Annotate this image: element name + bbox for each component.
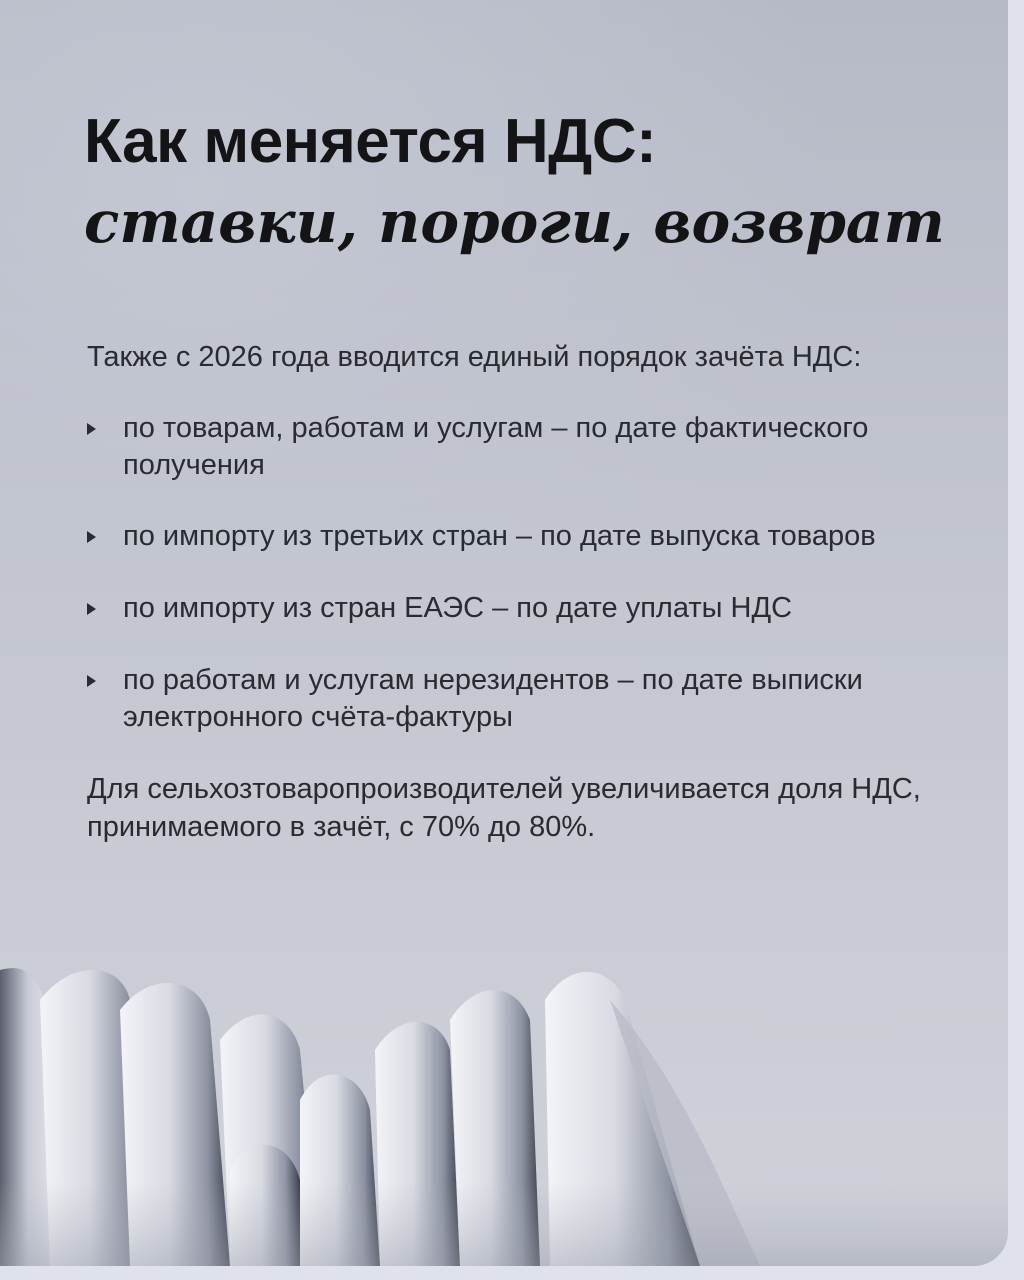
bullet-triangle-icon [87,423,96,435]
list-item-text: по работам и услугам нерезидентов – по дате выписки электронного счёта-фактуры [123,664,863,733]
title-main: Как меняется НДС: [84,107,657,176]
list-item-text: по импорту из третьих стран – по дате выпуска товаров [123,520,876,552]
title-subtitle: ставки, пороги, возврат [84,188,945,256]
intro-text: Также с 2026 года вводится единый порядок зачёта НДС: [87,341,862,373]
outro-text: Для сельхозтоваропроизводителей увеличивается доля НДС, принимаемого в зачёт, с 70% до 80%. [87,773,921,843]
list-item-text: по импорту из стран ЕАЭС – по дате уплаты НДС [123,592,793,624]
list-item-text: по товарам, работам и услугам – по дате фактического получения [123,412,869,481]
bullet-triangle-icon [87,531,96,543]
bullet-triangle-icon [87,675,96,687]
floor-shadow [0,1180,1008,1266]
bullet-triangle-icon [87,603,96,615]
wavy-ribbons-decoration [0,940,1008,1266]
